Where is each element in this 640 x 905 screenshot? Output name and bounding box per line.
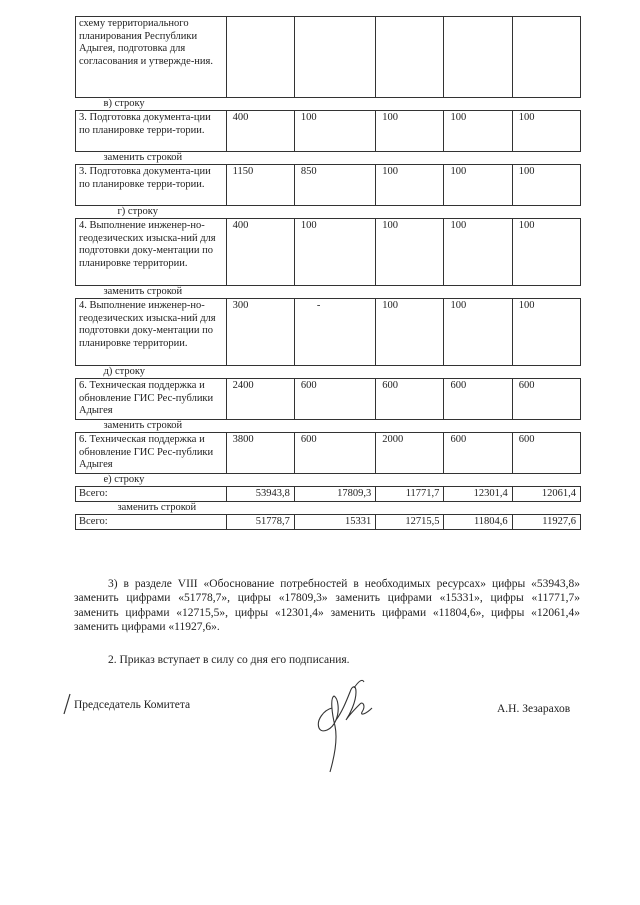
section-label: заменить строкой bbox=[103, 420, 183, 431]
table-row bbox=[76, 379, 581, 420]
table-cell: 100 bbox=[294, 219, 375, 286]
handwritten-signature bbox=[310, 668, 380, 778]
section-label: заменить строкой bbox=[103, 286, 183, 297]
section-label: г) строку bbox=[117, 206, 159, 217]
section-label-row bbox=[76, 502, 581, 515]
table-cell: 51778,7 bbox=[226, 515, 294, 530]
table-row bbox=[76, 433, 581, 474]
table-cell: 100 bbox=[444, 165, 512, 206]
section-label: е) строку bbox=[103, 474, 145, 485]
table-cell: 2400 bbox=[226, 379, 294, 420]
section-label-row bbox=[76, 206, 581, 219]
table-cell: 100 bbox=[294, 111, 375, 152]
table-cell: 600 bbox=[294, 379, 375, 420]
table-cell: 11927,6 bbox=[512, 515, 580, 530]
table-cell: 600 bbox=[294, 433, 375, 474]
table-cell: 11804,6 bbox=[444, 515, 512, 530]
section-label: д) строку bbox=[103, 366, 146, 377]
amendment-table bbox=[75, 16, 581, 530]
table-cell bbox=[226, 17, 294, 98]
table-cell: 15331 bbox=[294, 515, 375, 530]
table-cell-description: Всего: bbox=[76, 515, 227, 530]
table-cell: 400 bbox=[226, 219, 294, 286]
table-cell: 100 bbox=[512, 219, 580, 286]
table-cell: 100 bbox=[376, 165, 444, 206]
table-cell: 2000 bbox=[376, 433, 444, 474]
table-row-total bbox=[76, 515, 581, 530]
section-label: заменить строкой bbox=[103, 152, 183, 163]
table-cell-description: схему территориального планирования Республики Адыгея, подготовка для согласования и утвержде-ния. bbox=[76, 17, 227, 98]
table-cell-description: 6. Техническая поддержка и обновление ГИС Рес-публики Адыгея bbox=[76, 379, 227, 420]
table-cell: 100 bbox=[512, 165, 580, 206]
table-row bbox=[76, 299, 581, 366]
table-row-total bbox=[76, 487, 581, 502]
table-cell: 12061,4 bbox=[512, 487, 580, 502]
table-cell: 100 bbox=[444, 111, 512, 152]
table-cell: 600 bbox=[512, 433, 580, 474]
table-cell: 100 bbox=[512, 299, 580, 366]
table-cell: - bbox=[294, 299, 375, 366]
table-cell: 12301,4 bbox=[444, 487, 512, 502]
table-cell-description: 6. Техническая поддержка и обновление ГИС Рес-публики Адыгея bbox=[76, 433, 227, 474]
table-cell: 600 bbox=[512, 379, 580, 420]
table-cell: 100 bbox=[376, 299, 444, 366]
section-label-row bbox=[76, 420, 581, 433]
table-cell-description: 3. Подготовка документа-ции по планировке терри-тории. bbox=[76, 165, 227, 206]
signatory-title: Председатель Комитета bbox=[74, 699, 191, 711]
section-label-row bbox=[76, 366, 581, 379]
table-cell-description: Всего: bbox=[76, 487, 227, 502]
table-cell-description: 4. Выполнение инженер-но-геодезических изыска-ний для подготовки доку-ментации по планировке территории. bbox=[76, 299, 227, 366]
table-cell bbox=[444, 17, 512, 98]
table-cell: 300 bbox=[226, 299, 294, 366]
table-cell bbox=[512, 17, 580, 98]
table-cell: 600 bbox=[444, 433, 512, 474]
paragraph-section-viii: 3) в разделе VIII «Обоснование потребностей в необходимых ресурсах» цифры «53943,8» заменить цифрами «51778,7», цифры «17809,3» заменить цифрами «15331», цифры «11771,7» заменить цифрами «12715,5», цифры «12301,4» заменить цифрами «11804,6», цифры «12061,4» заменить цифрами «11927,6». bbox=[74, 577, 580, 633]
margin-mark bbox=[62, 693, 72, 715]
table-cell: 11771,7 bbox=[376, 487, 444, 502]
section-label-row bbox=[76, 474, 581, 487]
section-label: заменить строкой bbox=[117, 502, 197, 513]
table-row bbox=[76, 165, 581, 206]
table-cell: 12715,5 bbox=[376, 515, 444, 530]
table-cell: 100 bbox=[444, 219, 512, 286]
table-cell bbox=[376, 17, 444, 98]
signatory-name: А.Н. Зезарахов bbox=[497, 703, 571, 715]
table-cell: 600 bbox=[376, 379, 444, 420]
table-cell: 1150 bbox=[226, 165, 294, 206]
section-label-row bbox=[76, 152, 581, 165]
table-cell: 100 bbox=[512, 111, 580, 152]
table-cell: 53943,8 bbox=[226, 487, 294, 502]
table-row bbox=[76, 111, 581, 152]
section-label: в) строку bbox=[103, 98, 145, 109]
paragraph-effective-date: 2. Приказ вступает в силу со дня его подписания. bbox=[108, 653, 350, 666]
table-cell: 100 bbox=[376, 219, 444, 286]
section-label-row bbox=[76, 286, 581, 299]
table-cell: 100 bbox=[444, 299, 512, 366]
table-cell bbox=[294, 17, 375, 98]
section-label-row bbox=[76, 98, 581, 111]
table-cell: 3800 bbox=[226, 433, 294, 474]
table-row bbox=[76, 17, 581, 98]
table-cell: 17809,3 bbox=[294, 487, 375, 502]
table-row bbox=[76, 219, 581, 286]
table-cell: 600 bbox=[444, 379, 512, 420]
table-cell: 850 bbox=[294, 165, 375, 206]
table-cell-description: 4. Выполнение инженер-но-геодезических изыска-ний для подготовки доку-ментации по планировке территории. bbox=[76, 219, 227, 286]
table-cell-description: 3. Подготовка документа-ции по планировке терри-тории. bbox=[76, 111, 227, 152]
table-cell: 400 bbox=[226, 111, 294, 152]
table-cell: 100 bbox=[376, 111, 444, 152]
